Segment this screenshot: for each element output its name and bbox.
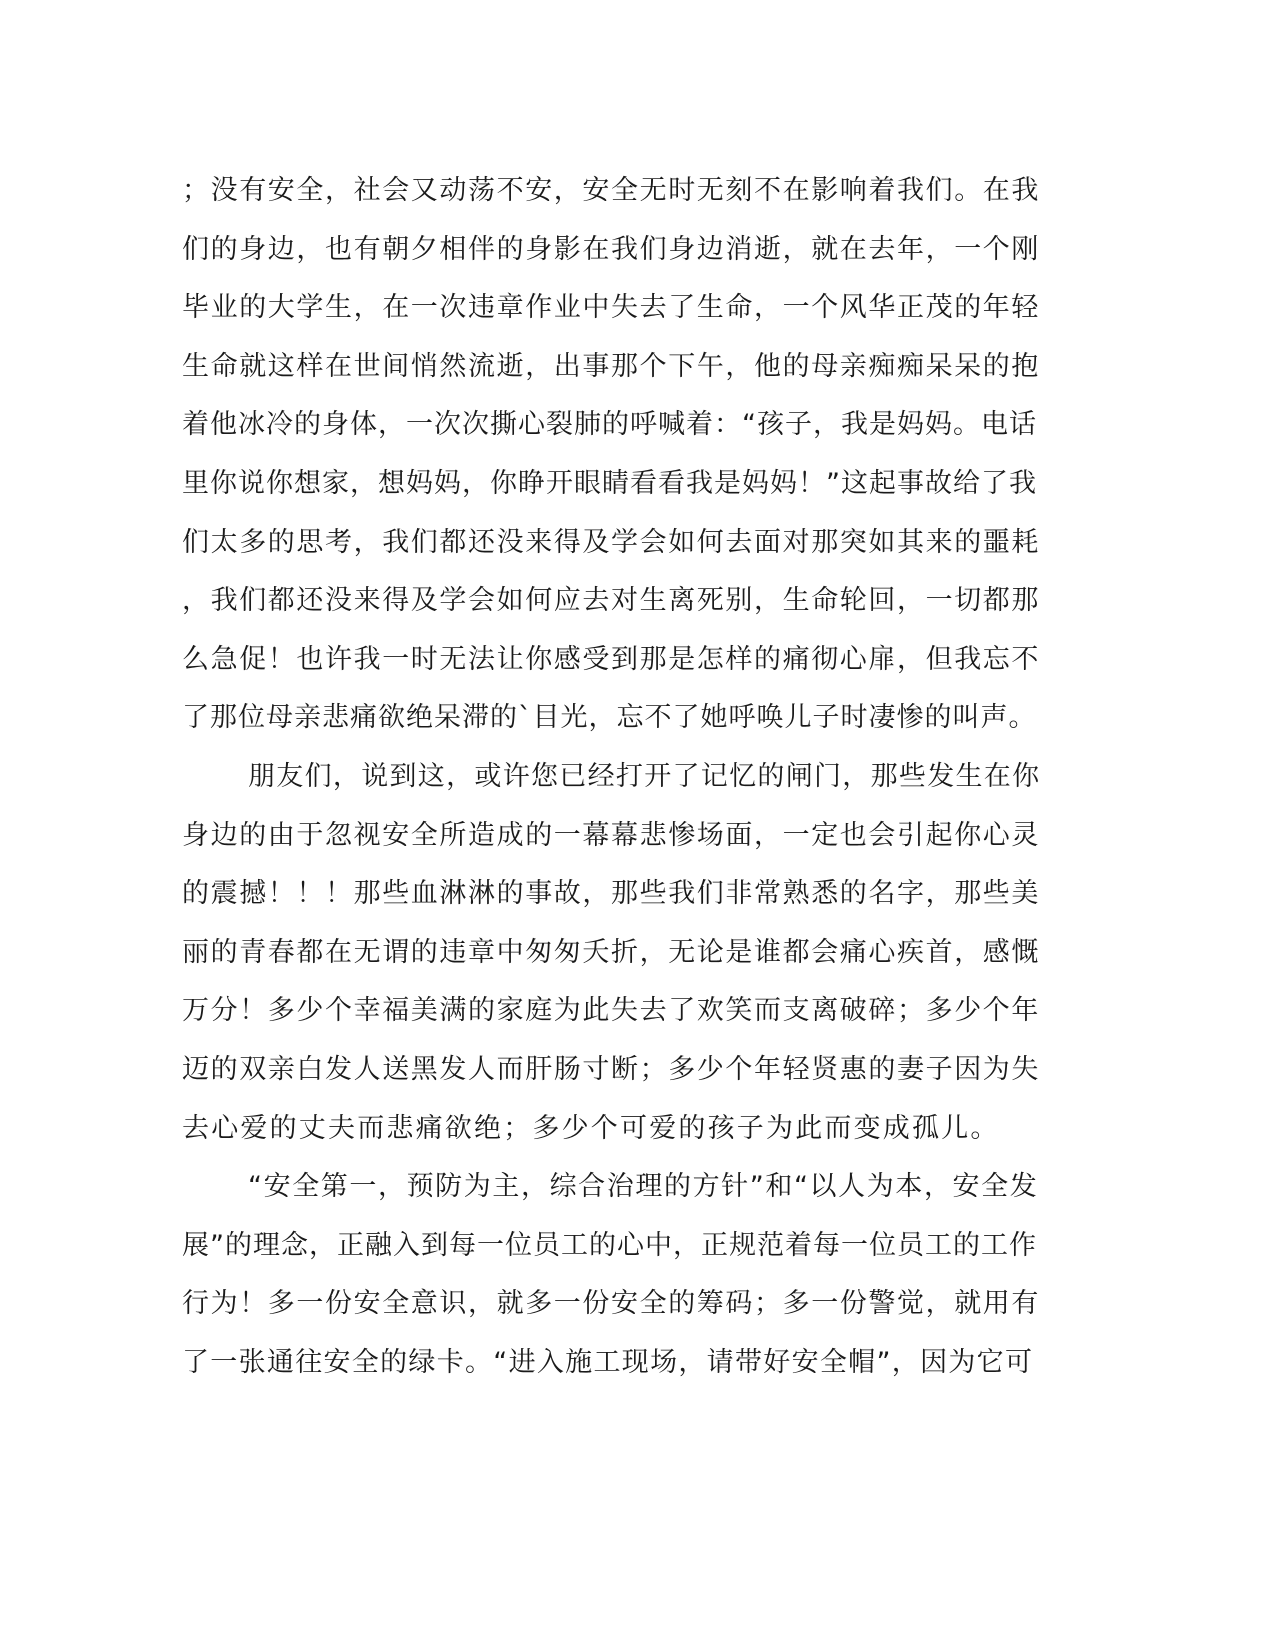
text-line: 生命就这样在世间悄然流逝，出事那个下午，他的母亲痴痴呆呆的抱 bbox=[182, 350, 1040, 382]
paragraph-start-line: 朋友们，说到这，或许您已经打开了记忆的闸门，那些发生在你 bbox=[248, 760, 1041, 792]
text-line: 行为！多一份安全意识，就多一份安全的筹码；多一份警觉，就用有 bbox=[182, 1288, 1040, 1320]
text-line: 去心爱的丈夫而悲痛欲绝；多少个可爱的孩子为此而变成孤儿。 bbox=[182, 1112, 1000, 1144]
text-line: ，我们都还没来得及学会如何应去对生离死别，生命轮回，一切都那 bbox=[182, 585, 1040, 617]
text-line: 的震撼！！！那些血淋淋的事故，那些我们非常熟悉的名字，那些美 bbox=[182, 878, 1040, 910]
text-line: 了一张通往安全的绿卡。“进入施工现场，请带好安全帽”，因为它可 bbox=[182, 1346, 1034, 1378]
text-line: 展”的理念，正融入到每一位员工的心中，正规范着每一位员工的工作 bbox=[182, 1229, 1037, 1261]
text-line: 们的身边，也有朝夕相伴的身影在我们身边消逝，就在去年，一个刚 bbox=[182, 233, 1040, 265]
text-line: ；没有安全，社会又动荡不安，安全无时无刻不在影响着我们。在我 bbox=[182, 175, 1040, 206]
text-line: 么急促！也许我一时无法让你感受到那是怎样的痛彻心扉，但我忘不 bbox=[182, 643, 1040, 675]
text-line: 毕业的大学生，在一次违章作业中失去了生命，一个风华正茂的年轻 bbox=[182, 292, 1040, 324]
text-line: 身边的由于忽视安全所造成的一幕幕悲惨场面，一定也会引起你心灵 bbox=[182, 819, 1040, 851]
text-line: 迈的双亲白发人送黑发人而肝肠寸断；多少个年轻贤惠的妻子因为失 bbox=[182, 1053, 1040, 1085]
text-line: 着他冰冷的身体，一次次撕心裂肺的呼喊着：“孩子，我是妈妈。电话 bbox=[182, 409, 1037, 441]
text-line: 丽的青春都在无谓的违章中匆匆夭折，无论是谁都会痛心疾首，感慨 bbox=[182, 936, 1040, 968]
text-line: 万分！多少个幸福美满的家庭为此失去了欢笑而支离破碎；多少个年 bbox=[182, 995, 1040, 1027]
text-line: 了那位母亲悲痛欲绝呆滞的`目光，忘不了她呼唤儿子时凄惨的叫声。 bbox=[182, 702, 1037, 734]
text-line: 们太多的思考，我们都还没来得及学会如何去面对那突如其来的噩耗 bbox=[182, 526, 1040, 558]
text-line: 里你说你想家，想妈妈，你睁开眼睛看看我是妈妈！”这起事故给了我 bbox=[182, 467, 1037, 499]
body-text bbox=[182, 162, 1042, 1392]
paragraph-start-line: “安全第一，预防为主，综合治理的方针”和“以人为本，安全发 bbox=[248, 1171, 1039, 1203]
